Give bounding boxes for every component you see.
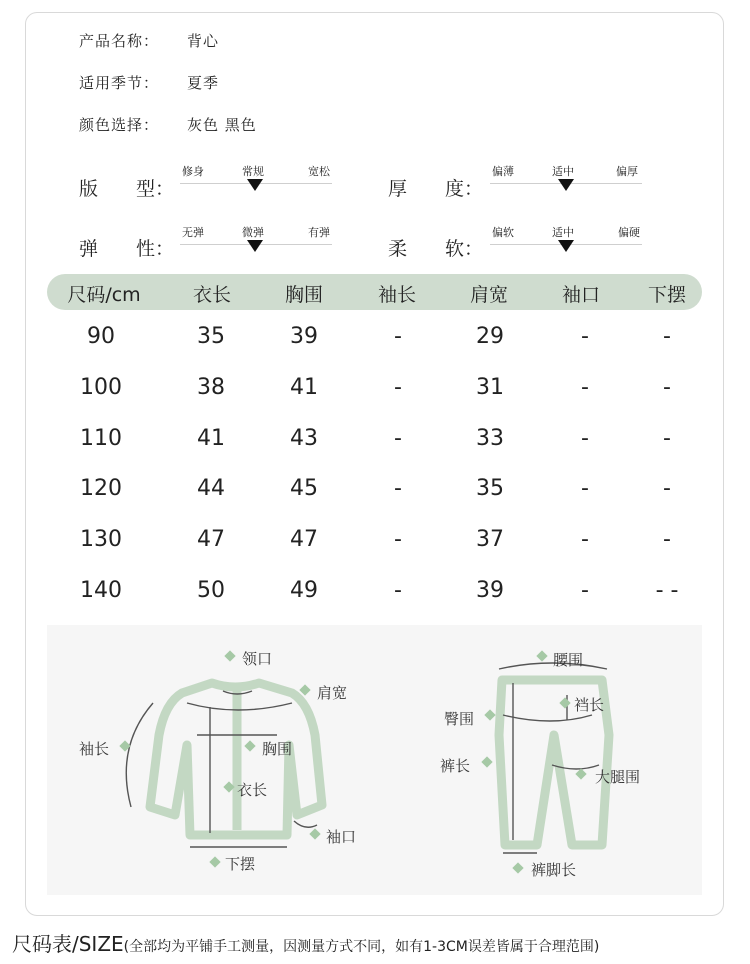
size-cell: 90 — [87, 324, 115, 349]
thickness-scale — [490, 163, 642, 203]
softness-scale — [490, 224, 642, 264]
size-cell: 130 — [80, 527, 122, 553]
elasticity-scale — [180, 224, 332, 264]
attr-thickness-label: 厚 度： — [388, 178, 484, 200]
table-cell: 38 — [197, 374, 225, 400]
attr-fit-label: 版 型： — [79, 178, 175, 200]
label-sleeve: 袖长 — [79, 740, 110, 758]
table-cell: 50 — [197, 578, 225, 603]
label-hem: 下摆 — [225, 855, 256, 873]
size-cell: 140 — [80, 578, 122, 603]
selected-marker — [558, 240, 574, 252]
table-cell: - — [394, 324, 402, 349]
table-cell: - — [581, 476, 589, 502]
selected-marker — [558, 179, 574, 191]
table-cell: - — [581, 425, 589, 451]
table-cell: - — [663, 527, 671, 553]
option-label: 偏薄 — [492, 165, 514, 178]
table-cell: 45 — [290, 476, 318, 502]
table-cell: 47 — [197, 527, 225, 553]
measurement-illustration — [47, 625, 702, 895]
header-cuff: 袖口 — [561, 284, 601, 306]
label-length: 衣长 — [237, 781, 268, 799]
header-size: 尺码/cm — [67, 284, 141, 306]
table-cell: - — [581, 578, 589, 603]
table-cell: - - — [655, 578, 679, 603]
table-cell: - — [394, 527, 402, 553]
size-cell: 110 — [80, 425, 122, 451]
header-length: 衣长 — [192, 284, 232, 306]
footer-note: (全部均为平铺手工测量，因测量方式不同，如有1-3CM误差皆属于合理范围) — [123, 939, 600, 955]
header-sleeve: 袖长 — [377, 284, 417, 306]
table-cell: - — [394, 476, 402, 502]
label-pant-length: 裤长 — [440, 757, 471, 775]
table-cell: 43 — [290, 425, 318, 451]
label-waist: 腰围 — [553, 651, 584, 669]
table-cell: - — [394, 425, 402, 451]
attr-elasticity-label: 弹 性： — [79, 238, 175, 260]
size-cell: 120 — [80, 476, 122, 502]
table-cell: 44 — [197, 476, 225, 502]
table-cell: - — [663, 374, 671, 400]
option-label: 偏硬 — [618, 226, 640, 239]
size-table-header — [47, 274, 702, 310]
table-cell: - — [663, 425, 671, 451]
info-product: 产品名称： 背心 — [79, 32, 220, 50]
fit-scale — [180, 163, 332, 203]
header-hem: 下摆 — [647, 284, 687, 306]
size-cell: 100 — [80, 374, 122, 400]
option-label: 无弹 — [182, 226, 204, 239]
table-cell: 31 — [476, 374, 504, 400]
table-cell: 39 — [290, 324, 318, 349]
label-cuff: 袖口 — [326, 828, 357, 846]
label-leg-opening: 裤脚长 — [531, 861, 577, 879]
option-label: 宽松 — [308, 165, 330, 178]
selected-marker — [247, 240, 263, 252]
label-rise: 裆长 — [574, 696, 605, 714]
table-cell: 41 — [290, 374, 318, 400]
option-label: 偏厚 — [616, 165, 638, 178]
table-cell: - — [394, 374, 402, 400]
table-cell: 49 — [290, 578, 318, 603]
garment-diagram — [47, 625, 702, 895]
table-cell: - — [663, 324, 671, 349]
label-hip: 臀围 — [444, 710, 475, 728]
header-chest: 胸围 — [284, 284, 324, 306]
table-cell: - — [581, 324, 589, 349]
footer-title: 尺码表/SIZE — [12, 932, 124, 956]
footer-caption — [12, 928, 599, 957]
table-cell: 29 — [476, 324, 504, 349]
option-label: 修身 — [182, 165, 204, 178]
option-label: 偏软 — [492, 226, 514, 239]
table-cell: - — [663, 476, 671, 502]
option-label: 微弹 — [242, 226, 264, 239]
info-colors: 颜色选择： 灰色 黑色 — [79, 116, 257, 134]
table-cell: 33 — [476, 425, 504, 451]
table-cell: - — [581, 374, 589, 400]
table-cell: - — [394, 578, 402, 603]
attr-softness-label: 柔 软： — [388, 238, 484, 260]
table-cell: 37 — [476, 527, 504, 553]
label-chest: 胸围 — [262, 740, 293, 758]
table-cell: 41 — [197, 425, 225, 451]
option-label: 适中 — [552, 226, 574, 239]
header-shoulder: 肩宽 — [469, 284, 509, 306]
table-cell: 35 — [197, 324, 225, 349]
option-label: 适中 — [552, 165, 574, 178]
table-cell: 35 — [476, 476, 504, 502]
option-label: 常规 — [242, 165, 264, 178]
table-cell: 47 — [290, 527, 318, 553]
table-cell: - — [581, 527, 589, 553]
option-label: 有弹 — [308, 226, 330, 239]
info-season: 适用季节： 夏季 — [79, 74, 220, 92]
label-shoulder: 肩宽 — [317, 684, 348, 702]
selected-marker — [247, 179, 263, 191]
label-collar: 领口 — [242, 650, 273, 668]
label-thigh: 大腿围 — [595, 768, 641, 786]
table-cell: 39 — [476, 578, 504, 603]
